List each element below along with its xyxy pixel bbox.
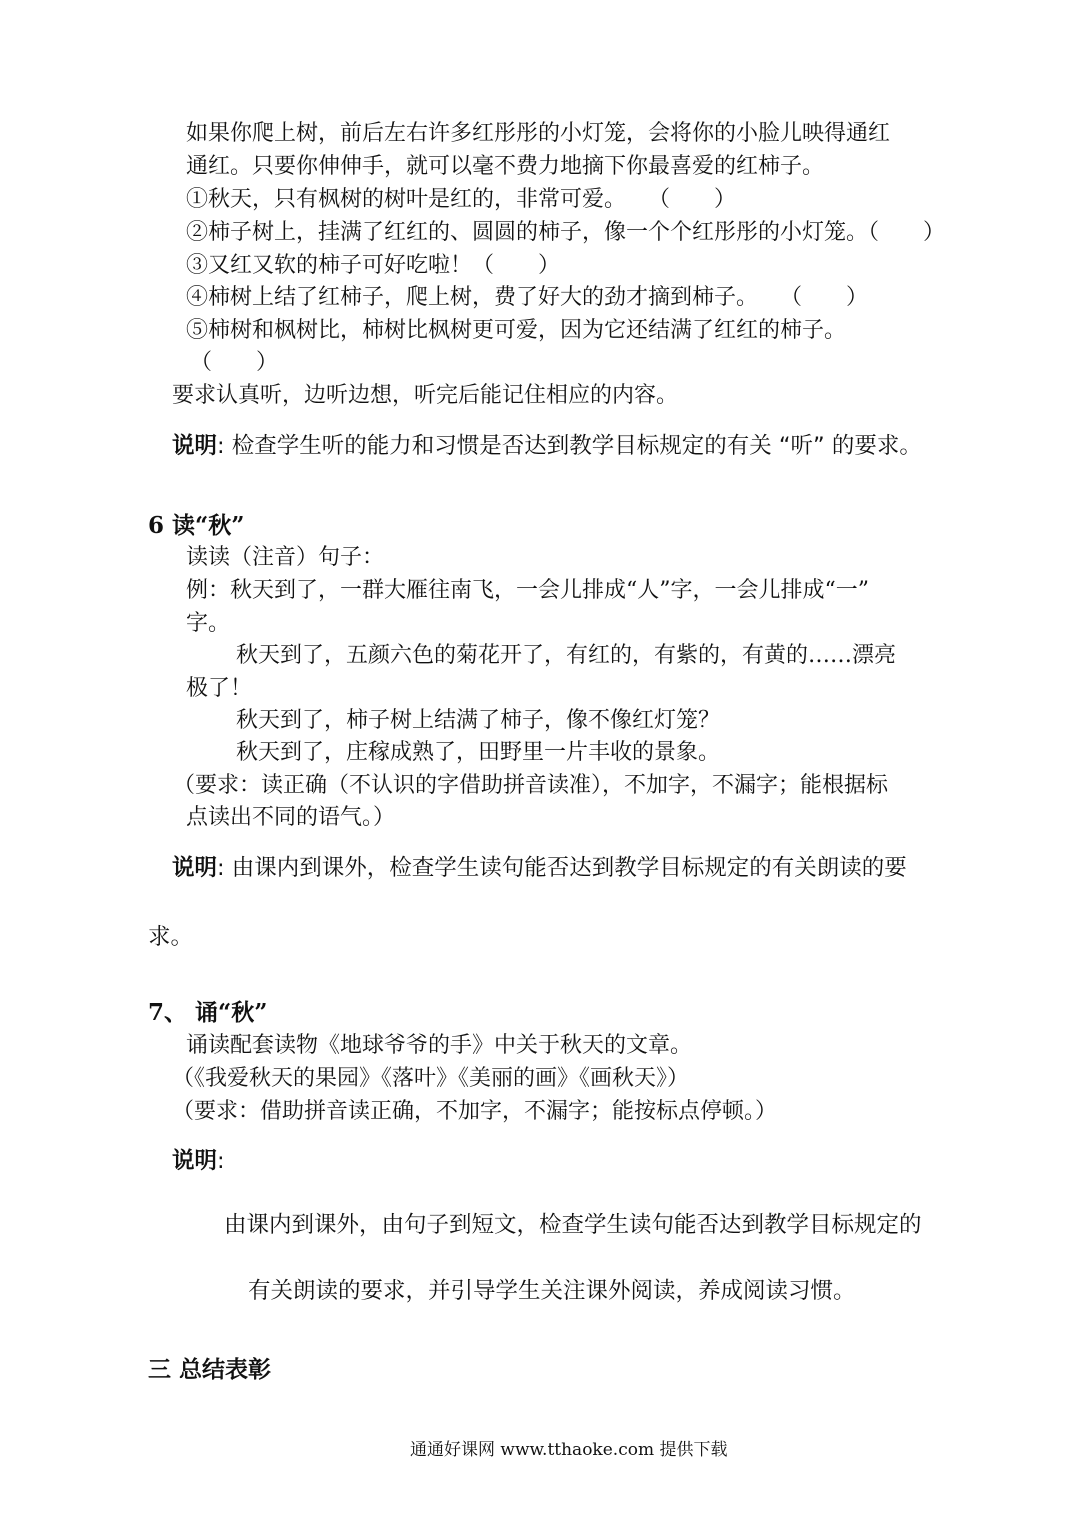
- option-item: ⑤柿树和枫树比，柿树比枫树更可爱，因为它还结满了红红的柿子。: [186, 318, 847, 343]
- note-text: : 检查学生听的能力和习惯是否达到教学目标规定的有关 “听” 的要求。: [217, 433, 922, 459]
- page-footer: 通通好课网 www.tthaoke.com 提供下载: [410, 1440, 728, 1460]
- note-label: 说明: [172, 433, 218, 459]
- paragraph-line: 秋天到了，五颜六色的菊花开了，有红的，有紫的，有黄的……漂亮: [236, 643, 897, 668]
- note-continuation: 求。: [148, 924, 194, 950]
- note-label: 说明: [172, 855, 218, 881]
- paragraph-line: 极了！: [186, 676, 253, 701]
- note-line: [172, 1146, 225, 1176]
- paragraph-line: 如果你爬上树，前后左右许多红彤彤的小灯笼，会将你的小脸儿映得通红: [186, 121, 891, 146]
- note-colon: :: [217, 1148, 225, 1174]
- option-item: ④柿树上结了红柿子，爬上树，费了好大的劲才摘到柿子。 （ ）: [186, 285, 869, 310]
- paragraph-line: 诵读配套读物《地球爷爷的手》中关于秋天的文章。: [186, 1033, 693, 1058]
- paragraph-line: 点读出不同的语气。）: [186, 805, 396, 830]
- note-text: : 由课内到课外，检查学生读句能否达到教学目标规定的有关朗读的要: [217, 855, 907, 881]
- paragraph-line: 秋天到了，庄稼成熟了，田野里一片丰收的景象。: [236, 740, 721, 765]
- note-line: [172, 853, 907, 883]
- option-item-blank: （ ）: [190, 350, 279, 375]
- paragraph-line: 读读（注音）句子：: [186, 545, 385, 570]
- paragraph-line: （要求：读正确（不认识的字借助拼音读准），不加字，不漏字；能根据标: [173, 773, 889, 798]
- section-heading: 7、 诵“秋”: [148, 999, 268, 1026]
- option-item: ③又红又软的柿子可好吃啦！（ ）: [186, 253, 561, 278]
- section-heading: 三 总结表彰: [148, 1356, 272, 1383]
- option-item: ①秋天，只有枫树的树叶是红的，非常可爱。 （ ）: [186, 187, 737, 212]
- option-item: ②柿子树上，挂满了红红的、圆圆的柿子，像一个个红彤彤的小灯笼。（ ）: [186, 220, 946, 245]
- note-label: 说明: [172, 1148, 218, 1174]
- note-text: 由课内到课外，由句子到短文，检查学生读句能否达到教学目标规定的: [224, 1212, 922, 1238]
- requirement-text: 要求认真听，边听边想，听完后能记住相应的内容。: [172, 383, 679, 408]
- section-heading: 6 读“秋”: [148, 512, 245, 539]
- paragraph-line: （《我爱秋天的果园》《落叶》《美丽的画》《画秋天》）: [172, 1066, 690, 1091]
- note-line: [172, 431, 922, 461]
- paragraph-line: 通红。只要你伸伸手，就可以毫不费力地摘下你最喜爱的红柿子。: [186, 154, 825, 179]
- paragraph-line: 例：秋天到了，一群大雁往南飞，一会儿排成“人”字，一会儿排成“一”: [186, 578, 869, 603]
- paragraph-line: （要求：借助拼音读正确，不加字，不漏字；能按标点停顿。）: [172, 1099, 778, 1124]
- note-text: 有关朗读的要求，并引导学生关注课外阅读，养成阅读习惯。: [248, 1278, 856, 1304]
- paragraph-line: 秋天到了，柿子树上结满了柿子，像不像红灯笼？: [236, 708, 721, 733]
- paragraph-line: 字。: [186, 611, 231, 636]
